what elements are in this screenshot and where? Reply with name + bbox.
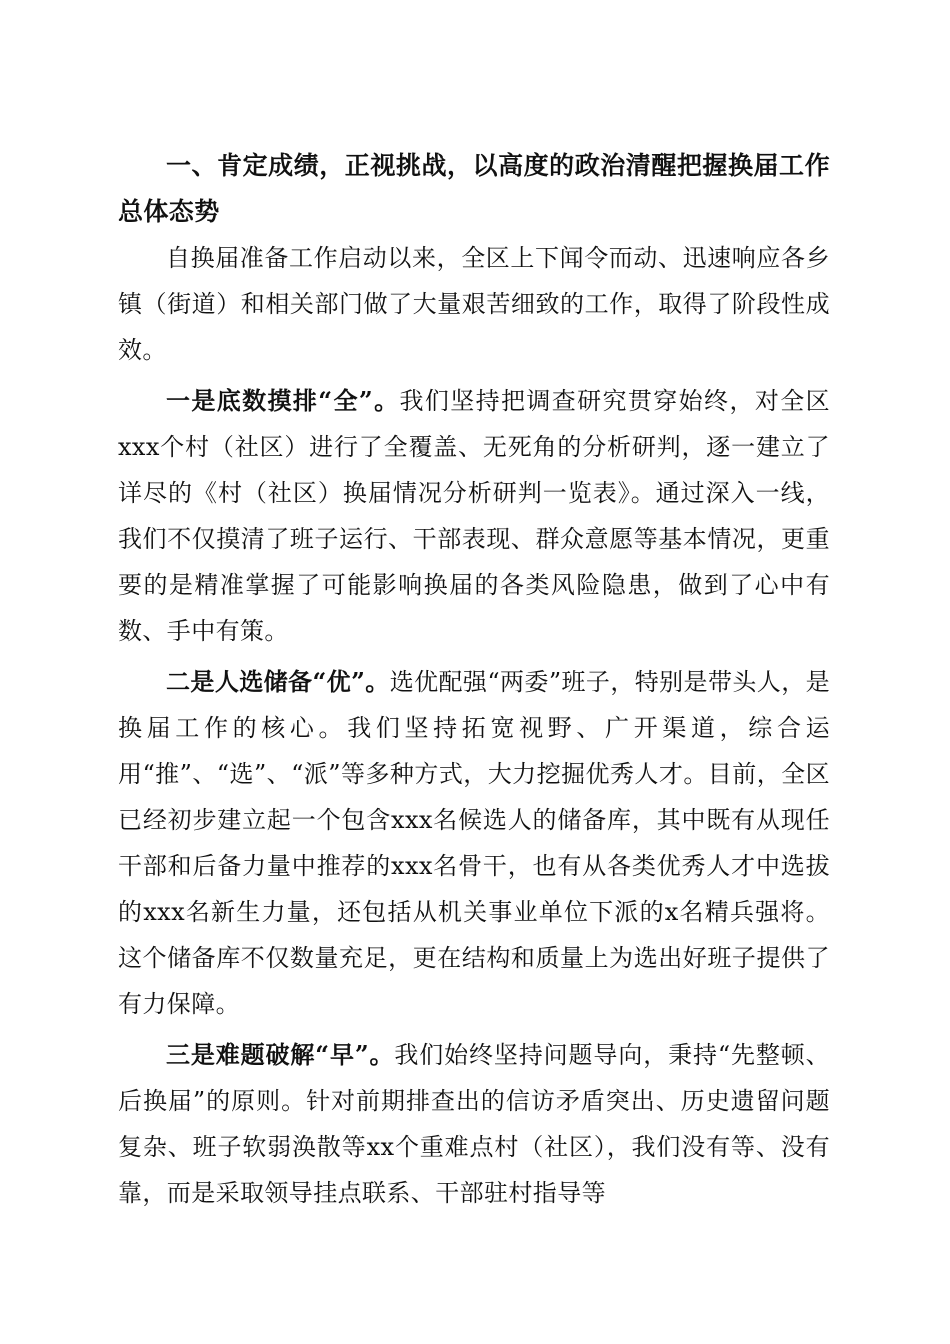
section-heading: 一、肯定成绩，正视挑战，以高度的政治清醒把握换届工作总体态势	[118, 151, 830, 226]
point-paragraph-2	[118, 659, 830, 1027]
point-lead-3: 三是难题破解“早”。	[166, 1040, 395, 1069]
point-lead-1: 一是底数摸排“全”。	[166, 386, 400, 415]
point-paragraph-1	[118, 378, 830, 654]
intro-paragraph: 自换届准备工作启动以来，全区上下闻令而动、迅速响应各乡镇（街道）和相关部门做了大量艰苦细致的工作，取得了阶段性成效。	[118, 244, 830, 364]
point-body-3: 我们始终坚持问题导向，秉持“先整顿、后换届”的原则。针对前期排查出的信访矛盾突出、历史遗留问题复杂、班子软弱涣散等xx个重难点村（社区），我们没有等、没有靠，而是采取领导挂点联系、干部驻村指导等	[118, 1041, 831, 1207]
point-body-2: 选优配强“两委”班子，特别是带头人，是换届工作的核心。我们坚持拓宽视野、广开渠道，综合运用“推”、“选”、“派”等多种方式，大力挖掘优秀人才。目前，全区已经初步建立起一个包含xxx名候选人的储备库，其中既有从现任干部和后备力量中推荐的xxx名骨干，也有从各类优秀人才中选拔的xxx名新生力量，还包括从机关事业单位下派的x名精兵强将。这个储备库不仅数量充足，更在结构和质量上为选出好班子提供了有力保障。	[118, 668, 831, 1018]
point-body-1: 我们坚持把调查研究贯穿始终，对全区xxx个村（社区）进行了全覆盖、无死角的分析研判，逐一建立了详尽的《村（社区）换届情况分析研判一览表》。通过深入一线，我们不仅摸清了班子运行、干部表现、群众意愿等基本情况，更重要的是精准掌握了可能影响换届的各类风险隐患，做到了心中有数、手中有策。	[118, 387, 830, 645]
point-lead-2: 二是人选储备“优”。	[166, 667, 390, 696]
document-body	[118, 143, 830, 1216]
point-paragraph-3	[118, 1032, 830, 1216]
